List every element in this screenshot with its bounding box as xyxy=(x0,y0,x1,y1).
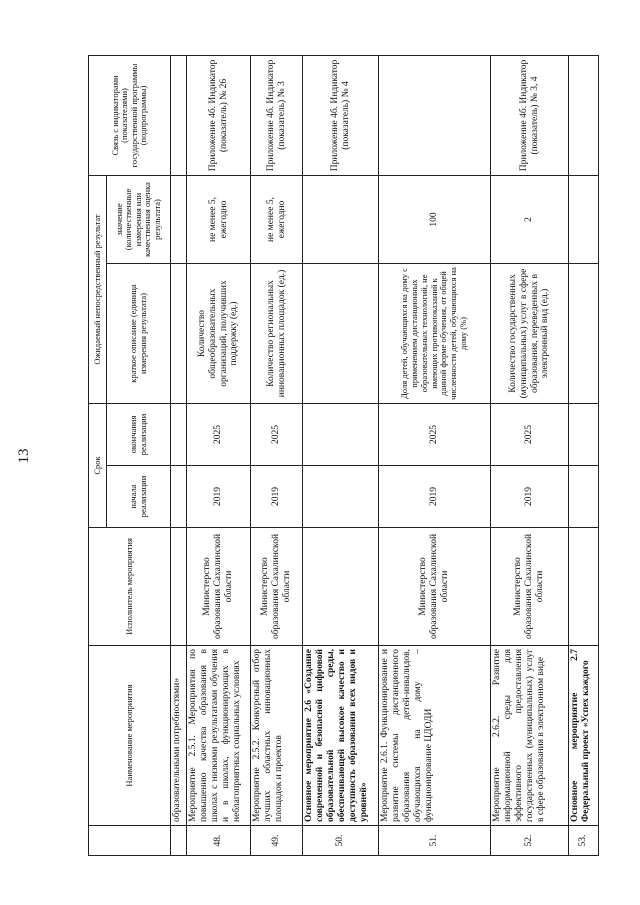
row-number: 49. xyxy=(251,826,303,856)
result-value: не менее 5, ежегодно xyxy=(187,176,251,264)
start-year: 2019 xyxy=(251,466,303,528)
end-year xyxy=(569,404,599,466)
start-year: 2019 xyxy=(379,466,491,528)
start-year xyxy=(569,466,599,528)
measures-table xyxy=(88,55,599,856)
table-row xyxy=(491,56,569,856)
measure-name: Мероприятие 2.6.1. Функционирование и развитие системы дистанционного образования детей-инвалидов, обучающихся на дому – функционирование ЦДОДИ xyxy=(379,646,491,826)
continuation-row xyxy=(171,56,187,856)
start-year: 2019 xyxy=(491,466,569,528)
executor: Министерство образования Сахалинской области xyxy=(491,528,569,646)
page-number: 13 xyxy=(16,448,32,464)
executor xyxy=(303,528,379,646)
result-description xyxy=(569,264,599,404)
executor: Министерство образования Сахалинской области xyxy=(379,528,491,646)
result-description xyxy=(303,264,379,404)
header-link: Связь с индикаторами (показателями) государственной программы (подпрограммы) xyxy=(89,56,171,176)
result-value xyxy=(569,176,599,264)
row-number: 52. xyxy=(491,826,569,856)
table-row xyxy=(187,56,251,856)
measure-name: Мероприятие 2.5.1. Мероприятия по повышению качества образования в школах с низкими результатами обучения и в школах, функционирующих в неблагоприятных социальных условиях xyxy=(187,646,251,826)
executor xyxy=(569,528,599,646)
continuation-text: образовательными потребностями» xyxy=(171,646,187,826)
measure-name: Мероприятие 2.6.2. Развитие информационной среды для эффективного предоставления государственных (муниципальных) услуг в сфере образования в электронном виде xyxy=(491,646,569,826)
table-row xyxy=(303,56,379,856)
row-number: 48. xyxy=(187,826,251,856)
measure-name: Основное мероприятие 2.6 «Создание современной и безопасной цифровой образовательной среды, обеспечивающей высокое качество и доступность образования всех видов и уровней» xyxy=(303,646,379,826)
header-term: Срок xyxy=(89,404,107,528)
result-description: Количество государственных (муниципальных) услуг в сфере образования, переведенных в электронный вид (ед.) xyxy=(491,264,569,404)
result-description: Количество общеобразовательных организаций, получивших поддержку (ед.) xyxy=(187,264,251,404)
end-year: 2025 xyxy=(379,404,491,466)
row-number: 53. xyxy=(569,826,599,856)
end-year: 2025 xyxy=(187,404,251,466)
table-row xyxy=(251,56,303,856)
indicator-link: Приложение 4б. Индикатор (показатель) № 3 xyxy=(251,56,303,176)
header-executor: Исполнитель мероприятия xyxy=(89,528,171,646)
header-end: окончания реализации xyxy=(107,404,171,466)
header-result-desc: краткое описание (единица измерения результата) xyxy=(107,264,171,404)
measure-name: Основное мероприятие 2.7 Федеральный проект «Успех каждого xyxy=(569,646,599,826)
end-year: 2025 xyxy=(491,404,569,466)
header-num xyxy=(89,826,171,856)
row-number: 50. xyxy=(303,826,379,856)
result-value xyxy=(303,176,379,264)
executor: Министерство образования Сахалинской области xyxy=(187,528,251,646)
start-year: 2019 xyxy=(187,466,251,528)
header-result-value: значение (количественные измерения или качественная оценка результата) xyxy=(107,176,171,264)
end-year: 2025 xyxy=(251,404,303,466)
header-result: Ожидаемый непосредственный результат xyxy=(89,176,107,404)
end-year xyxy=(303,404,379,466)
table-row xyxy=(379,56,491,856)
result-value: 2 xyxy=(491,176,569,264)
result-description: Доля детей, обучающихся на дому с применением дистанционных образовательных технологий, не имеющих противопоказаний к данной форме обучения, от общей численности детей, обучающихся на дому (%) xyxy=(379,264,491,404)
indicator-link: Приложение 4б. Индикатор (показатель) № 3, 4 xyxy=(491,56,569,176)
indicator-link xyxy=(379,56,491,176)
header-start: начала реализации xyxy=(107,466,171,528)
indicator-link: Приложение 4б. Индикатор (показатель) № 4 xyxy=(303,56,379,176)
table-row xyxy=(569,56,599,856)
header-name: Наименование мероприятия xyxy=(89,646,171,826)
rotated-table-page xyxy=(16,56,603,856)
measure-name: Мероприятие 2.5.2. Конкурсный отбор лучших областных инновационных площадок и проектов xyxy=(251,646,303,826)
row-number: 51. xyxy=(379,826,491,856)
result-value: 100 xyxy=(379,176,491,264)
result-description: Количество региональных инновационных площадок (ед.) xyxy=(251,264,303,404)
start-year xyxy=(303,466,379,528)
indicator-link: Приложение 4б. Индикатор (показатель) № 26 xyxy=(187,56,251,176)
indicator-link xyxy=(569,56,599,176)
executor: Министерство образования Сахалинской области xyxy=(251,528,303,646)
result-value: не менее 5, ежегодно xyxy=(251,176,303,264)
